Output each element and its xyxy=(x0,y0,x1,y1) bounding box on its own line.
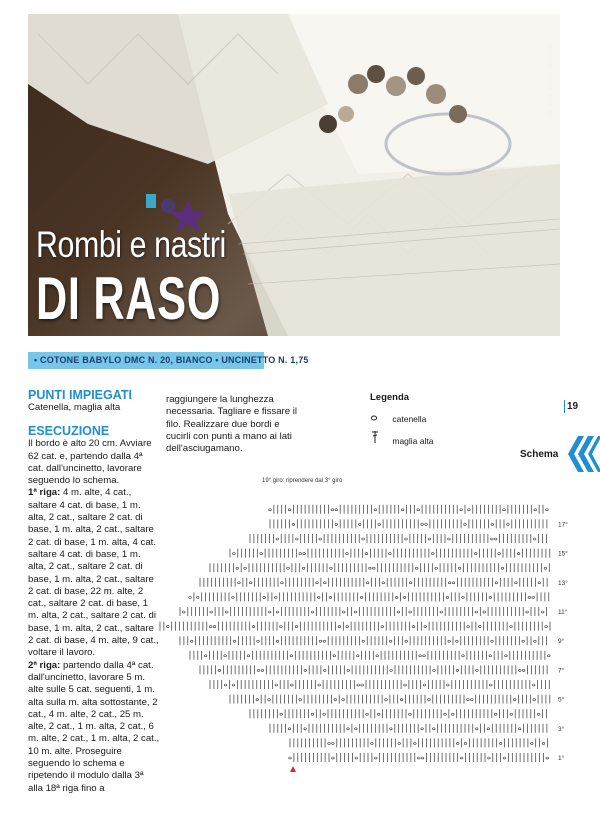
row-number-label: 17° xyxy=(558,521,568,529)
chain-stitch-mark xyxy=(403,596,406,598)
chain-stitch-mark xyxy=(209,626,212,628)
chain-stitch-mark xyxy=(534,509,537,511)
chain-stitch-mark xyxy=(210,611,213,613)
chain-stitch-mark xyxy=(360,596,363,598)
chain-stitch-mark xyxy=(528,596,531,598)
chain-stitch-mark xyxy=(456,669,459,671)
chain-stitch-mark xyxy=(471,699,474,701)
chain-stitch-mark xyxy=(290,655,293,657)
row-number-label: 5° xyxy=(558,696,565,704)
chain-stitch-mark xyxy=(328,742,331,744)
chart-row xyxy=(180,636,547,645)
chain-stitch-mark xyxy=(417,509,420,511)
riga-1-text: 4 m. alte, 4 cat., saltare 4 cat. di base, 1 m. alta, 2 cat., saltare 2 cat. di base, 1 m. alta, 2 cat., saltare 2 cat. di base, 1 m. alta, 4 cat. saltare 4 cat. di base, 1 m. alta, 2 cat., saltare 2 cat. di base, 1 m. alta, 2 cat., saltare 2 cat. di base, 22 m. alte, 2 cat., saltare 2 cat. di base, 1 m. alta, 2 cat., saltare 2 cat. di base, 1 m. alta, 2 cat., saltare 2 cat. di base, 4 m. alte, 9 cat., voltare il lavoro. xyxy=(28,487,159,659)
chain-stitch-mark xyxy=(226,611,229,613)
row-number-label: 7° xyxy=(558,667,565,675)
chain-stitch-mark xyxy=(421,728,424,730)
hero-photo xyxy=(28,14,560,336)
chain-stitch-mark xyxy=(232,684,235,686)
chain-stitch-mark xyxy=(424,626,427,628)
chain-stitch-mark xyxy=(488,757,491,759)
chain-stitch-mark xyxy=(489,655,492,657)
chain-stitch-mark xyxy=(366,582,369,584)
chain-stitch-mark xyxy=(533,699,536,701)
chain-stitch-mark xyxy=(510,713,513,715)
chain-stitch-mark xyxy=(288,728,291,730)
chart-row xyxy=(270,724,547,733)
chain-stitch-mark xyxy=(238,582,241,584)
chain-stitch-mark xyxy=(389,640,392,642)
chain-stitch-mark xyxy=(276,611,279,613)
chain-stitch-mark xyxy=(404,684,407,686)
chain-stitch-mark xyxy=(362,640,365,642)
chain-stitch-mark xyxy=(381,626,384,628)
chain-stitch-mark xyxy=(224,684,227,686)
legend-label-catenella: catenella xyxy=(392,414,427,424)
chain-stitch-mark xyxy=(389,553,392,555)
chain-stitch-mark xyxy=(409,713,412,715)
chain-stitch-mark xyxy=(419,655,422,657)
chain-stitch-mark xyxy=(365,553,368,555)
chain-stitch-mark xyxy=(324,669,327,671)
chain-stitch-mark xyxy=(421,757,424,759)
chain-stitch-mark xyxy=(532,596,535,598)
chain-stitch-mark xyxy=(546,757,549,759)
riga-2-text: partendo dalla 4ª cat. dall'uncinetto, lavorare 5 m. alte sulle 5 cat. seguenti, 1 m. alta sulla m. alta sottostante, 2 cat., 4 m. alte, 2 cat., 25 m. alte, 2 cat., 1 m. alta, 2 cat., 6 m. alte, 2 cat., 1 m. alta, 2 cat., 10 m. alte. Proseguire seguendo lo schema e ripetendo il modulo dalla 3ª alla 18ª riga fino a xyxy=(28,659,160,794)
chain-stitch-mark xyxy=(518,728,521,730)
chain-stitch-mark xyxy=(331,509,334,511)
chain-stitch-mark xyxy=(526,611,529,613)
chain-stitch-mark xyxy=(317,596,320,598)
chain-stitch-mark xyxy=(531,742,534,744)
chain-stitch-mark xyxy=(189,596,192,598)
chain-stitch-mark xyxy=(405,640,408,642)
chain-stitch-mark xyxy=(332,742,335,744)
chain-stitch-mark xyxy=(513,699,516,701)
chain-stitch-mark xyxy=(483,611,486,613)
chain-stitch-mark xyxy=(311,713,314,715)
chain-stitch-mark xyxy=(224,655,227,657)
chain-stitch-mark xyxy=(460,509,463,511)
chain-stitch-mark xyxy=(440,611,443,613)
chain-stitch-mark xyxy=(489,596,492,598)
materials-band: • COTONE BABYLO DMC N. 20, BIANCO • UNCINETTO N. 1,75 xyxy=(28,352,264,369)
chain-stitch-mark xyxy=(510,626,513,628)
chain-stitch-mark xyxy=(467,699,470,701)
riga-1-paragraph xyxy=(28,487,160,659)
photo-credit: © SIA photo agency xyxy=(545,44,554,118)
chain-stitch-mark xyxy=(316,582,319,584)
chain-stitch-mark xyxy=(338,626,341,628)
chain-stitch-mark xyxy=(476,669,479,671)
chart-row xyxy=(270,519,547,528)
chain-stitch-mark xyxy=(428,538,431,540)
chain-stitch-mark xyxy=(401,509,404,511)
chain-stitch-mark xyxy=(330,567,333,569)
chain-stitch-mark xyxy=(507,523,510,525)
chain-stitch-mark xyxy=(355,757,358,759)
chain-stitch-mark xyxy=(501,567,504,569)
chain-stitch-mark xyxy=(462,596,465,598)
chain-stitch-mark xyxy=(417,757,420,759)
chain-stitch-mark xyxy=(183,611,186,613)
chart-row xyxy=(200,578,547,587)
chain-stitch-mark xyxy=(382,582,385,584)
chain-stitch-mark xyxy=(460,757,463,759)
chain-stitch-mark xyxy=(167,626,170,628)
chart-row xyxy=(289,753,549,762)
chain-stitch-mark xyxy=(542,742,545,744)
chain-stitch-mark xyxy=(462,655,465,657)
chain-stitch-mark xyxy=(373,567,376,569)
chain-stitch-mark xyxy=(295,626,298,628)
chain-stitch-mark xyxy=(334,699,337,701)
chain-stitch-mark xyxy=(495,582,498,584)
chain-stitch-mark xyxy=(288,509,291,511)
chain-stitch-mark xyxy=(244,567,247,569)
chain-stitch-mark xyxy=(280,713,283,715)
chain-stitch-mark xyxy=(269,509,272,511)
chain-stitch-mark xyxy=(423,684,426,686)
chain-stitch-mark xyxy=(319,640,322,642)
chain-stitch-mark xyxy=(400,699,403,701)
chain-stitch-mark xyxy=(323,713,326,715)
chain-stitch-mark xyxy=(479,626,482,628)
chain-stitch-mark xyxy=(249,582,252,584)
legend-item-maglia-alta xyxy=(370,430,433,446)
chain-stitch-mark xyxy=(260,553,263,555)
chain-stitch-mark xyxy=(414,742,417,744)
chain-stitch-mark xyxy=(218,669,221,671)
chain-stitch-mark xyxy=(346,626,349,628)
chain-stitch-mark xyxy=(412,626,415,628)
chain-stitch-mark xyxy=(498,553,501,555)
chain-stitch-mark xyxy=(333,655,336,657)
chain-stitch-mark xyxy=(544,567,547,569)
chain-stitch-mark xyxy=(268,611,271,613)
chart-row xyxy=(180,607,547,616)
chain-stitch-mark xyxy=(444,713,447,715)
chain-stitch-mark xyxy=(268,699,271,701)
chain-stitch-mark xyxy=(458,567,461,569)
chain-stitch-mark xyxy=(343,611,346,613)
row-number-label: 11° xyxy=(558,609,568,616)
chain-stitch-mark xyxy=(318,684,321,686)
chain-stitch-mark xyxy=(302,567,305,569)
chain-stitch-mark xyxy=(491,538,494,540)
chain-stitch-mark xyxy=(446,596,449,598)
chain-stitch-mark xyxy=(517,553,520,555)
chain-stitch-mark xyxy=(354,611,357,613)
chain-stitch-mark xyxy=(362,538,365,540)
chain-stitch-mark xyxy=(487,728,490,730)
chain-stitch-mark xyxy=(548,655,551,657)
chain-stitch-mark xyxy=(347,669,350,671)
chain-stitch-mark xyxy=(515,582,518,584)
chain-stitch-mark xyxy=(464,523,467,525)
chain-stitch-mark xyxy=(390,728,393,730)
title-line-1: Rombi e nastri xyxy=(36,224,226,265)
row-number-label: 1° xyxy=(558,755,565,762)
chain-stitch-mark xyxy=(538,582,541,584)
chain-stitch-mark xyxy=(369,567,372,569)
legend-item-catenella xyxy=(370,414,426,424)
chain-stitch-mark xyxy=(366,713,369,715)
chain-stitch-mark xyxy=(296,538,299,540)
chain-stitch-mark xyxy=(276,538,279,540)
catenella-symbol-icon xyxy=(370,414,390,424)
chain-stitch-mark xyxy=(475,728,478,730)
chain-stitch-mark xyxy=(503,509,506,511)
chart-row xyxy=(250,534,546,543)
chain-stitch-mark xyxy=(329,596,332,598)
chain-stitch-mark xyxy=(452,713,455,715)
chain-stitch-mark xyxy=(467,626,470,628)
chart-caption: 19° giro: riprendere dal 3° giro xyxy=(262,478,343,484)
chain-stitch-mark xyxy=(397,611,400,613)
chain-stitch-mark xyxy=(292,523,295,525)
chart-row xyxy=(230,695,550,704)
chain-stitch-mark xyxy=(545,626,548,628)
chain-stitch-mark xyxy=(233,553,236,555)
chain-stitch-mark xyxy=(256,699,259,701)
chain-stitch-mark xyxy=(475,611,478,613)
chain-stitch-mark xyxy=(275,684,278,686)
chain-stitch-mark xyxy=(319,538,322,540)
chain-stitch-mark xyxy=(503,757,506,759)
chain-stitch-mark xyxy=(261,669,264,671)
chain-stitch-mark xyxy=(342,699,345,701)
chart-row xyxy=(269,505,549,514)
chain-stitch-mark xyxy=(374,509,377,511)
chain-stitch-mark xyxy=(541,611,544,613)
chain-stitch-mark xyxy=(519,669,522,671)
text-column-2 xyxy=(166,394,306,455)
esecuzione-continued: raggiungere la lunghezza necessaria. Tagliare e fissare il filo. Realizzare due bordi e cucirli con punti a mano ai lati dell'asciugamano. xyxy=(166,394,297,455)
chain-stitch-mark xyxy=(385,699,388,701)
chain-stitch-mark xyxy=(447,684,450,686)
chain-stitch-mark xyxy=(289,757,292,759)
chart-row xyxy=(250,709,546,718)
chain-stitch-mark xyxy=(522,640,525,642)
chain-stitch-mark xyxy=(276,640,279,642)
chain-stitch-mark xyxy=(303,553,306,555)
chain-stitch-mark xyxy=(456,640,459,642)
row-number-label: 3° xyxy=(558,725,565,733)
chain-stitch-mark xyxy=(522,669,525,671)
chain-stitch-mark xyxy=(468,509,471,511)
row-number-label: 13° xyxy=(558,579,568,587)
chain-stitch-mark xyxy=(448,538,451,540)
chain-stitch-mark xyxy=(299,553,302,555)
chain-stitch-mark xyxy=(464,742,467,744)
chain-stitch-mark xyxy=(358,523,361,525)
chain-stitch-mark xyxy=(415,567,418,569)
chart-row xyxy=(210,563,549,572)
chain-stitch-mark xyxy=(371,742,374,744)
chain-stitch-mark xyxy=(257,669,260,671)
esecuzione-intro: Il bordo è alto 20 cm. Avviare 62 cat. e, partendo dalla 4ª cat. dall'uncinetto, lavorare seguendo lo schema. xyxy=(28,438,152,487)
chain-stitch-mark xyxy=(490,684,493,686)
chain-stitch-mark xyxy=(433,669,436,671)
chart-row xyxy=(190,651,550,660)
chain-stitch-mark xyxy=(494,713,497,715)
riga-2-label: 2ª riga: xyxy=(28,659,61,671)
chain-stitch-mark xyxy=(505,655,508,657)
chain-stitch-mark xyxy=(357,684,360,686)
chain-stitch-mark xyxy=(280,626,283,628)
chain-stitch-mark xyxy=(304,728,307,730)
chain-stitch-mark xyxy=(537,713,540,715)
chain-stitch-mark xyxy=(335,523,338,525)
chain-stitch-mark xyxy=(346,553,349,555)
riga-1-label: 1ª riga: xyxy=(28,487,61,499)
chain-stitch-mark xyxy=(247,655,250,657)
start-marker-icon xyxy=(290,766,296,772)
chain-stitch-mark xyxy=(287,567,290,569)
chart-row xyxy=(290,738,547,747)
crochet-schema-chart xyxy=(150,486,580,776)
chain-stitch-mark xyxy=(299,699,302,701)
chain-stitch-mark xyxy=(448,582,451,584)
chain-stitch-mark xyxy=(491,523,494,525)
chain-stitch-mark xyxy=(204,655,207,657)
chain-stitch-mark xyxy=(425,523,428,525)
chain-stitch-mark xyxy=(257,640,260,642)
chart-row xyxy=(160,622,550,631)
chain-stitch-mark xyxy=(197,596,200,598)
chain-stitch-mark xyxy=(390,669,393,671)
chain-stitch-mark xyxy=(395,596,398,598)
chain-stitch-mark xyxy=(213,626,216,628)
chain-stitch-mark xyxy=(494,538,497,540)
chain-stitch-mark xyxy=(361,684,364,686)
chain-stitch-mark xyxy=(281,582,284,584)
row-number-label: 15° xyxy=(558,550,568,558)
chain-stitch-mark xyxy=(323,640,326,642)
chain-stitch-mark xyxy=(275,596,278,598)
chain-stitch-mark xyxy=(452,582,455,584)
chain-stitch-mark xyxy=(533,538,536,540)
chain-stitch-mark xyxy=(291,684,294,686)
chain-stitch-mark xyxy=(335,509,338,511)
chain-stitch-mark xyxy=(356,655,359,657)
page-number-bar xyxy=(564,400,565,413)
chain-stitch-mark xyxy=(304,669,307,671)
chart-row xyxy=(230,549,550,558)
chain-stitch-mark xyxy=(190,640,193,642)
chain-stitch-mark xyxy=(375,757,378,759)
chart-row xyxy=(200,665,547,674)
chart-row xyxy=(189,592,549,601)
chain-stitch-mark xyxy=(355,728,358,730)
chain-stitch-mark xyxy=(311,611,314,613)
esecuzione-heading: ESECUZIONE xyxy=(28,424,110,439)
text-column-1 xyxy=(28,388,160,795)
maglia-alta-symbol-icon xyxy=(370,430,390,446)
legend-label-maglia-alta: maglia alta xyxy=(392,436,434,446)
chain-stitch-mark xyxy=(324,582,327,584)
chain-stitch-mark xyxy=(263,596,266,598)
chart-row xyxy=(210,680,549,689)
chain-stitch-mark xyxy=(377,713,380,715)
chain-stitch-mark xyxy=(332,757,335,759)
punti-text: Catenella, maglia alta xyxy=(28,402,121,413)
chain-stitch-mark xyxy=(376,655,379,657)
row-number-label: 9° xyxy=(558,638,565,646)
chain-stitch-mark xyxy=(546,509,549,511)
chain-stitch-mark xyxy=(252,626,255,628)
chain-stitch-mark xyxy=(456,742,459,744)
chain-stitch-mark xyxy=(378,523,381,525)
chain-stitch-mark xyxy=(433,728,436,730)
chain-stitch-mark xyxy=(236,567,239,569)
punti-heading: PUNTI IMPIEGATI xyxy=(28,388,132,402)
chain-stitch-mark xyxy=(474,553,477,555)
title-line-2: DI RASO xyxy=(36,265,222,332)
chain-stitch-mark xyxy=(421,523,424,525)
chevron-arrows-icon xyxy=(564,436,600,477)
chain-stitch-mark xyxy=(491,640,494,642)
chain-stitch-mark xyxy=(233,640,236,642)
chain-stitch-mark xyxy=(347,728,350,730)
chain-stitch-mark xyxy=(435,567,438,569)
chain-stitch-mark xyxy=(409,582,412,584)
chain-stitch-mark xyxy=(532,684,535,686)
chain-stitch-mark xyxy=(232,596,235,598)
chain-stitch-mark xyxy=(534,640,537,642)
chain-stitch-mark xyxy=(428,699,431,701)
schema-label: Schema xyxy=(520,449,559,460)
chain-stitch-mark xyxy=(409,611,412,613)
legend-title: Legenda xyxy=(370,392,410,403)
chain-stitch-mark xyxy=(423,655,426,657)
chain-stitch-mark xyxy=(432,553,435,555)
chain-stitch-mark xyxy=(448,640,451,642)
page-number: 19 xyxy=(567,401,579,412)
riga-2-paragraph xyxy=(28,660,160,795)
chain-stitch-mark xyxy=(398,742,401,744)
chain-stitch-mark xyxy=(405,538,408,540)
chain-stitch-mark xyxy=(499,742,502,744)
